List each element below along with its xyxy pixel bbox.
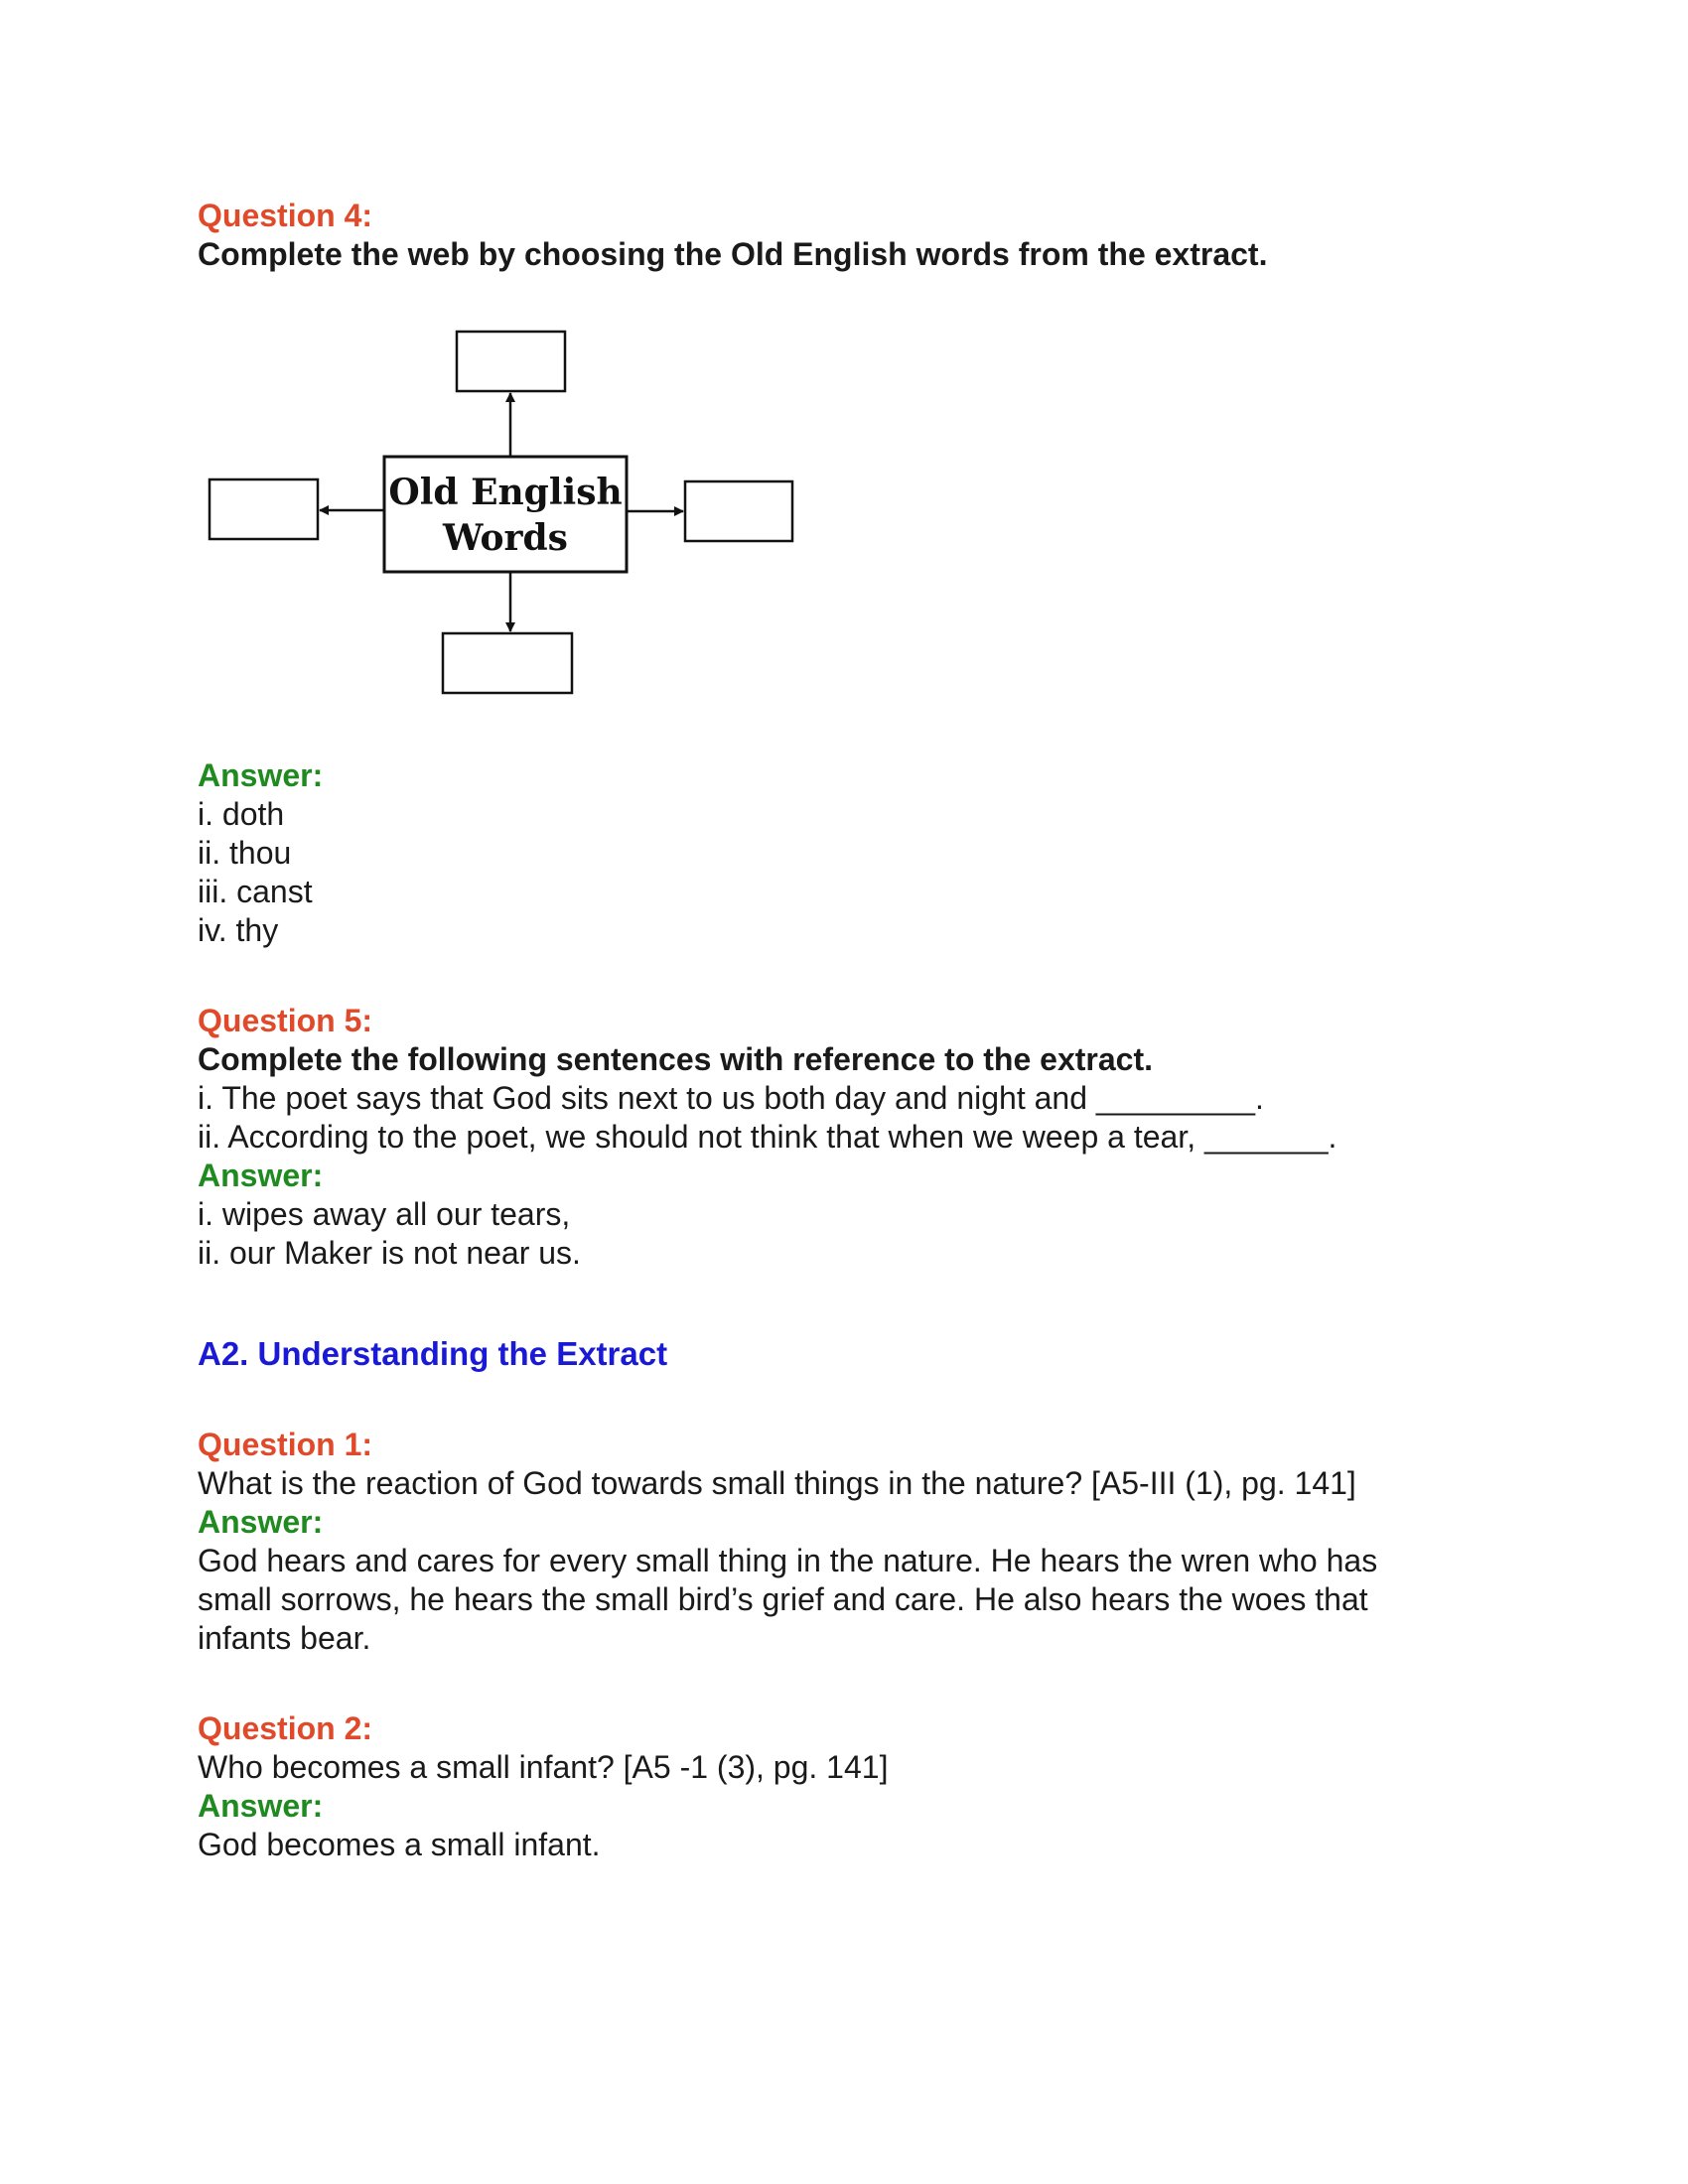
question-4-answer-1: i. doth (198, 796, 285, 832)
center-label-line2: Words (443, 517, 568, 559)
question-4-answer-3: iii. canst (198, 874, 313, 909)
question-4-prompt: Complete the web by choosing the Old English words from the extract. (198, 236, 1268, 272)
right-answer-box (685, 481, 792, 541)
a2-question-2-text: Who becomes a small infant? [A5 -1 (3), pg. 141] (198, 1749, 889, 1785)
question-4-answer-label: Answer: (198, 757, 324, 793)
a2-question-1-text: What is the reaction of God towards small things in the nature? [A5-III (1), pg. 141] (198, 1465, 1356, 1501)
a2-question-1-answer-label: Answer: (198, 1504, 324, 1540)
worksheet-page (198, 197, 1488, 1864)
question-5-answer-2: ii. our Maker is not near us. (198, 1235, 581, 1271)
question-5-label: Question 5: (198, 1003, 373, 1038)
question-5-sentence-1: i. The poet says that God sits next to us both day and night and _________. (198, 1080, 1264, 1116)
section-a2-heading: A2. Understanding the Extract (198, 1335, 668, 1372)
left-answer-box (210, 479, 318, 539)
question-4-answer-2: ii. thou (198, 835, 292, 871)
a2-question-1-answer-line-2: small sorrows, he hears the small bird’s grief and care. He also hears the woes that (198, 1581, 1368, 1617)
bottom-answer-box (443, 633, 572, 693)
question-4-label: Question 4: (198, 198, 373, 233)
a2-question-2-label: Question 2: (198, 1710, 373, 1746)
question-5-prompt: Complete the following sentences with reference to the extract. (198, 1041, 1153, 1077)
question-5-sentence-2: ii. According to the poet, we should not think that when we weep a tear, _______. (198, 1119, 1337, 1155)
top-answer-box (457, 332, 565, 391)
question-5-answer-label: Answer: (198, 1158, 324, 1193)
a2-question-2-answer-label: Answer: (198, 1788, 324, 1824)
a2-question-1-label: Question 1: (198, 1427, 373, 1462)
a2-question-1-answer-line-3: infants bear. (198, 1620, 371, 1656)
center-label-line1: Old English (388, 472, 623, 513)
old-english-web-diagram (198, 312, 843, 699)
a2-question-2-answer: God becomes a small infant. (198, 1827, 601, 1862)
a2-question-1-answer-line-1: God hears and cares for every small thing in the nature. He hears the wren who has (198, 1543, 1378, 1578)
question-4-answer-4: iv. thy (198, 912, 279, 948)
question-5-answer-1: i. wipes away all our tears, (198, 1196, 571, 1232)
center-box-label (384, 457, 627, 574)
